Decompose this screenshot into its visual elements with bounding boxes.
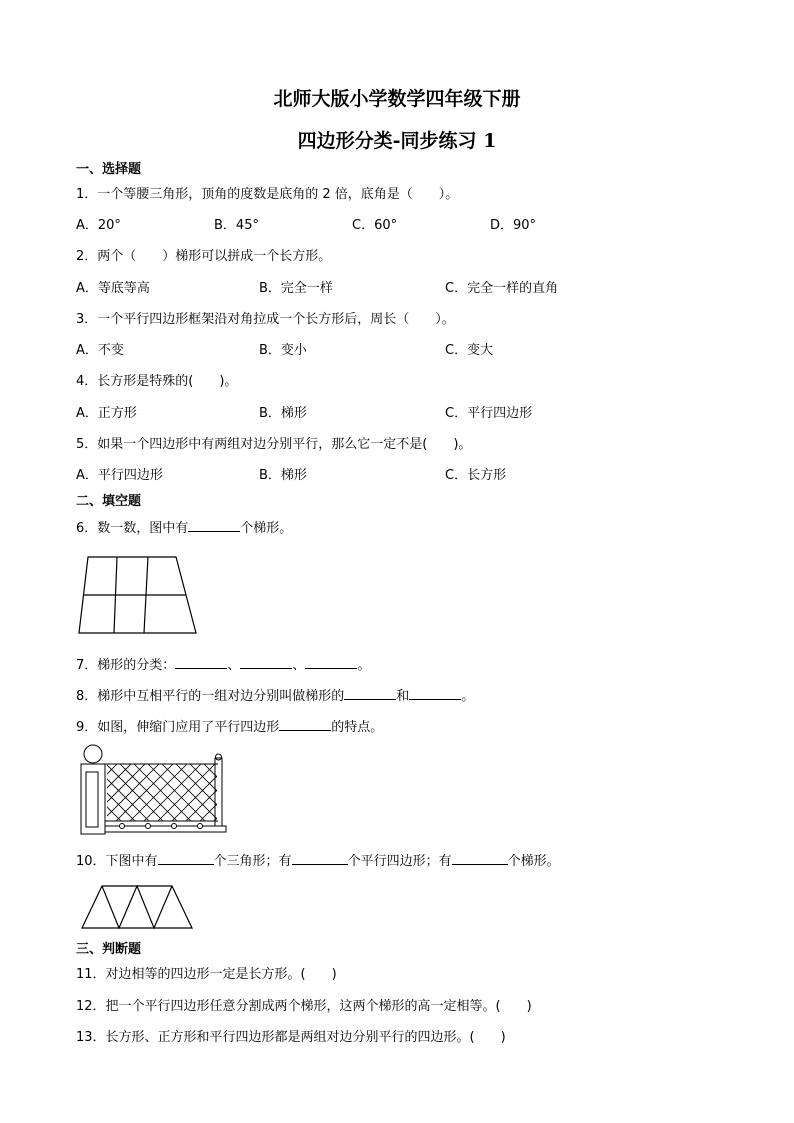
answer-blank [452, 852, 508, 865]
q10-text-mid-2: 个平行四边形；有 [347, 854, 452, 869]
q3-option-a: A．不变 [76, 343, 124, 358]
question-11: 11．对边相等的四边形一定是长方形。( ) [76, 967, 337, 982]
answer-blank [344, 687, 396, 700]
trapezoid-grid-figure [76, 555, 200, 637]
q1-option-d: D．90° [490, 218, 537, 233]
q5-option-a: A．平行四边形 [76, 468, 163, 483]
gate-end-post [215, 758, 222, 826]
q2-option-a: A．等底等高 [76, 281, 150, 296]
q3-option-b: B．变小 [259, 343, 307, 358]
answer-blank [305, 656, 357, 669]
q7-text-post: 。 [357, 658, 371, 673]
pillar-panel [86, 772, 98, 827]
q5-option-b: B．梯形 [259, 468, 307, 483]
answer-blank [292, 852, 348, 865]
q5-option-c: C．长方形 [445, 468, 507, 483]
answer-blank [240, 656, 292, 669]
q8-text-post: 。 [461, 689, 475, 704]
section-choice: 一、选择题 [76, 162, 142, 177]
q10-text-mid-1: 个三角形；有 [213, 854, 292, 869]
q8-text-pre: 8．梯形中互相平行的一组对边分别叫做梯形的 [76, 689, 345, 704]
triangle-zigzag [102, 886, 172, 928]
q9-text-pre: 9．如图，伸缩门应用了平行四边形 [76, 720, 280, 735]
triangles-trapezoid-figure [80, 884, 194, 930]
section-fill: 二、填空题 [76, 494, 142, 509]
question-6 [76, 519, 292, 538]
q1-option-c: C．60° [352, 218, 398, 233]
doc-subtitle: 四边形分类-同步练习 1 [297, 130, 497, 152]
gate-pillar [81, 764, 105, 834]
q6-text-pre: 6．数一数，图中有 [76, 521, 189, 536]
question-7 [76, 656, 370, 675]
answer-blank [175, 656, 227, 669]
doc-title: 北师大版小学数学四年级下册 [273, 88, 521, 110]
q7-text-pre: 7．梯形的分类： [76, 658, 176, 673]
answer-blank [158, 852, 214, 865]
q9-text-post: 的特点。 [331, 720, 384, 735]
q2-option-c: C．完全一样的直角 [445, 281, 559, 296]
question-2: 2．两个（ ）梯形可以拼成一个长方形。 [76, 249, 332, 264]
q8-text-mid: 和 [396, 689, 410, 704]
section-judge: 三、判断题 [76, 942, 142, 957]
q4-option-a: A．正方形 [76, 406, 137, 421]
question-1: 1．一个等腰三角形，顶角的度数是底角的 2 倍，底角是（ ）。 [76, 187, 459, 202]
question-4: 4．长方形是特殊的( )。 [76, 374, 238, 389]
retractable-gate-figure [76, 742, 230, 836]
pillar-cap [84, 745, 102, 763]
q1-option-b: B．45° [214, 218, 259, 233]
q10-text-pre: 10．下图中有 [76, 854, 158, 869]
q7-sep-1: 、 [227, 658, 241, 673]
q1-option-a: A．20° [76, 218, 121, 233]
q4-option-b: B．梯形 [259, 406, 307, 421]
q4-option-c: C．平行四边形 [445, 406, 533, 421]
answer-blank [188, 519, 240, 532]
q6-text-post: 个梯形。 [240, 521, 293, 536]
question-12: 12．把一个平行四边形任意分割成两个梯形，这两个梯形的高一定相等。( ) [76, 999, 532, 1014]
question-5: 5．如果一个四边形中有两组对边分别平行，那么它一定不是( )。 [76, 437, 472, 452]
question-9 [76, 718, 383, 737]
question-10 [76, 852, 560, 871]
end-post-cap [216, 754, 222, 760]
question-3: 3．一个平行四边形框架沿对角拉成一个长方形后，周长（ ）。 [76, 312, 455, 327]
answer-blank [279, 718, 331, 731]
q10-text-post: 个梯形。 [507, 854, 560, 869]
question-13: 13．长方形、正方形和平行四边形都是两组对边分别平行的四边形。( ) [76, 1030, 506, 1045]
q3-option-c: C．变大 [445, 343, 494, 358]
answer-blank [409, 687, 461, 700]
q7-sep-2: 、 [292, 658, 306, 673]
gate-lattice [76, 764, 230, 821]
q2-option-b: B．完全一样 [259, 281, 333, 296]
trapezoid-outline [82, 886, 192, 928]
question-8 [76, 687, 474, 706]
